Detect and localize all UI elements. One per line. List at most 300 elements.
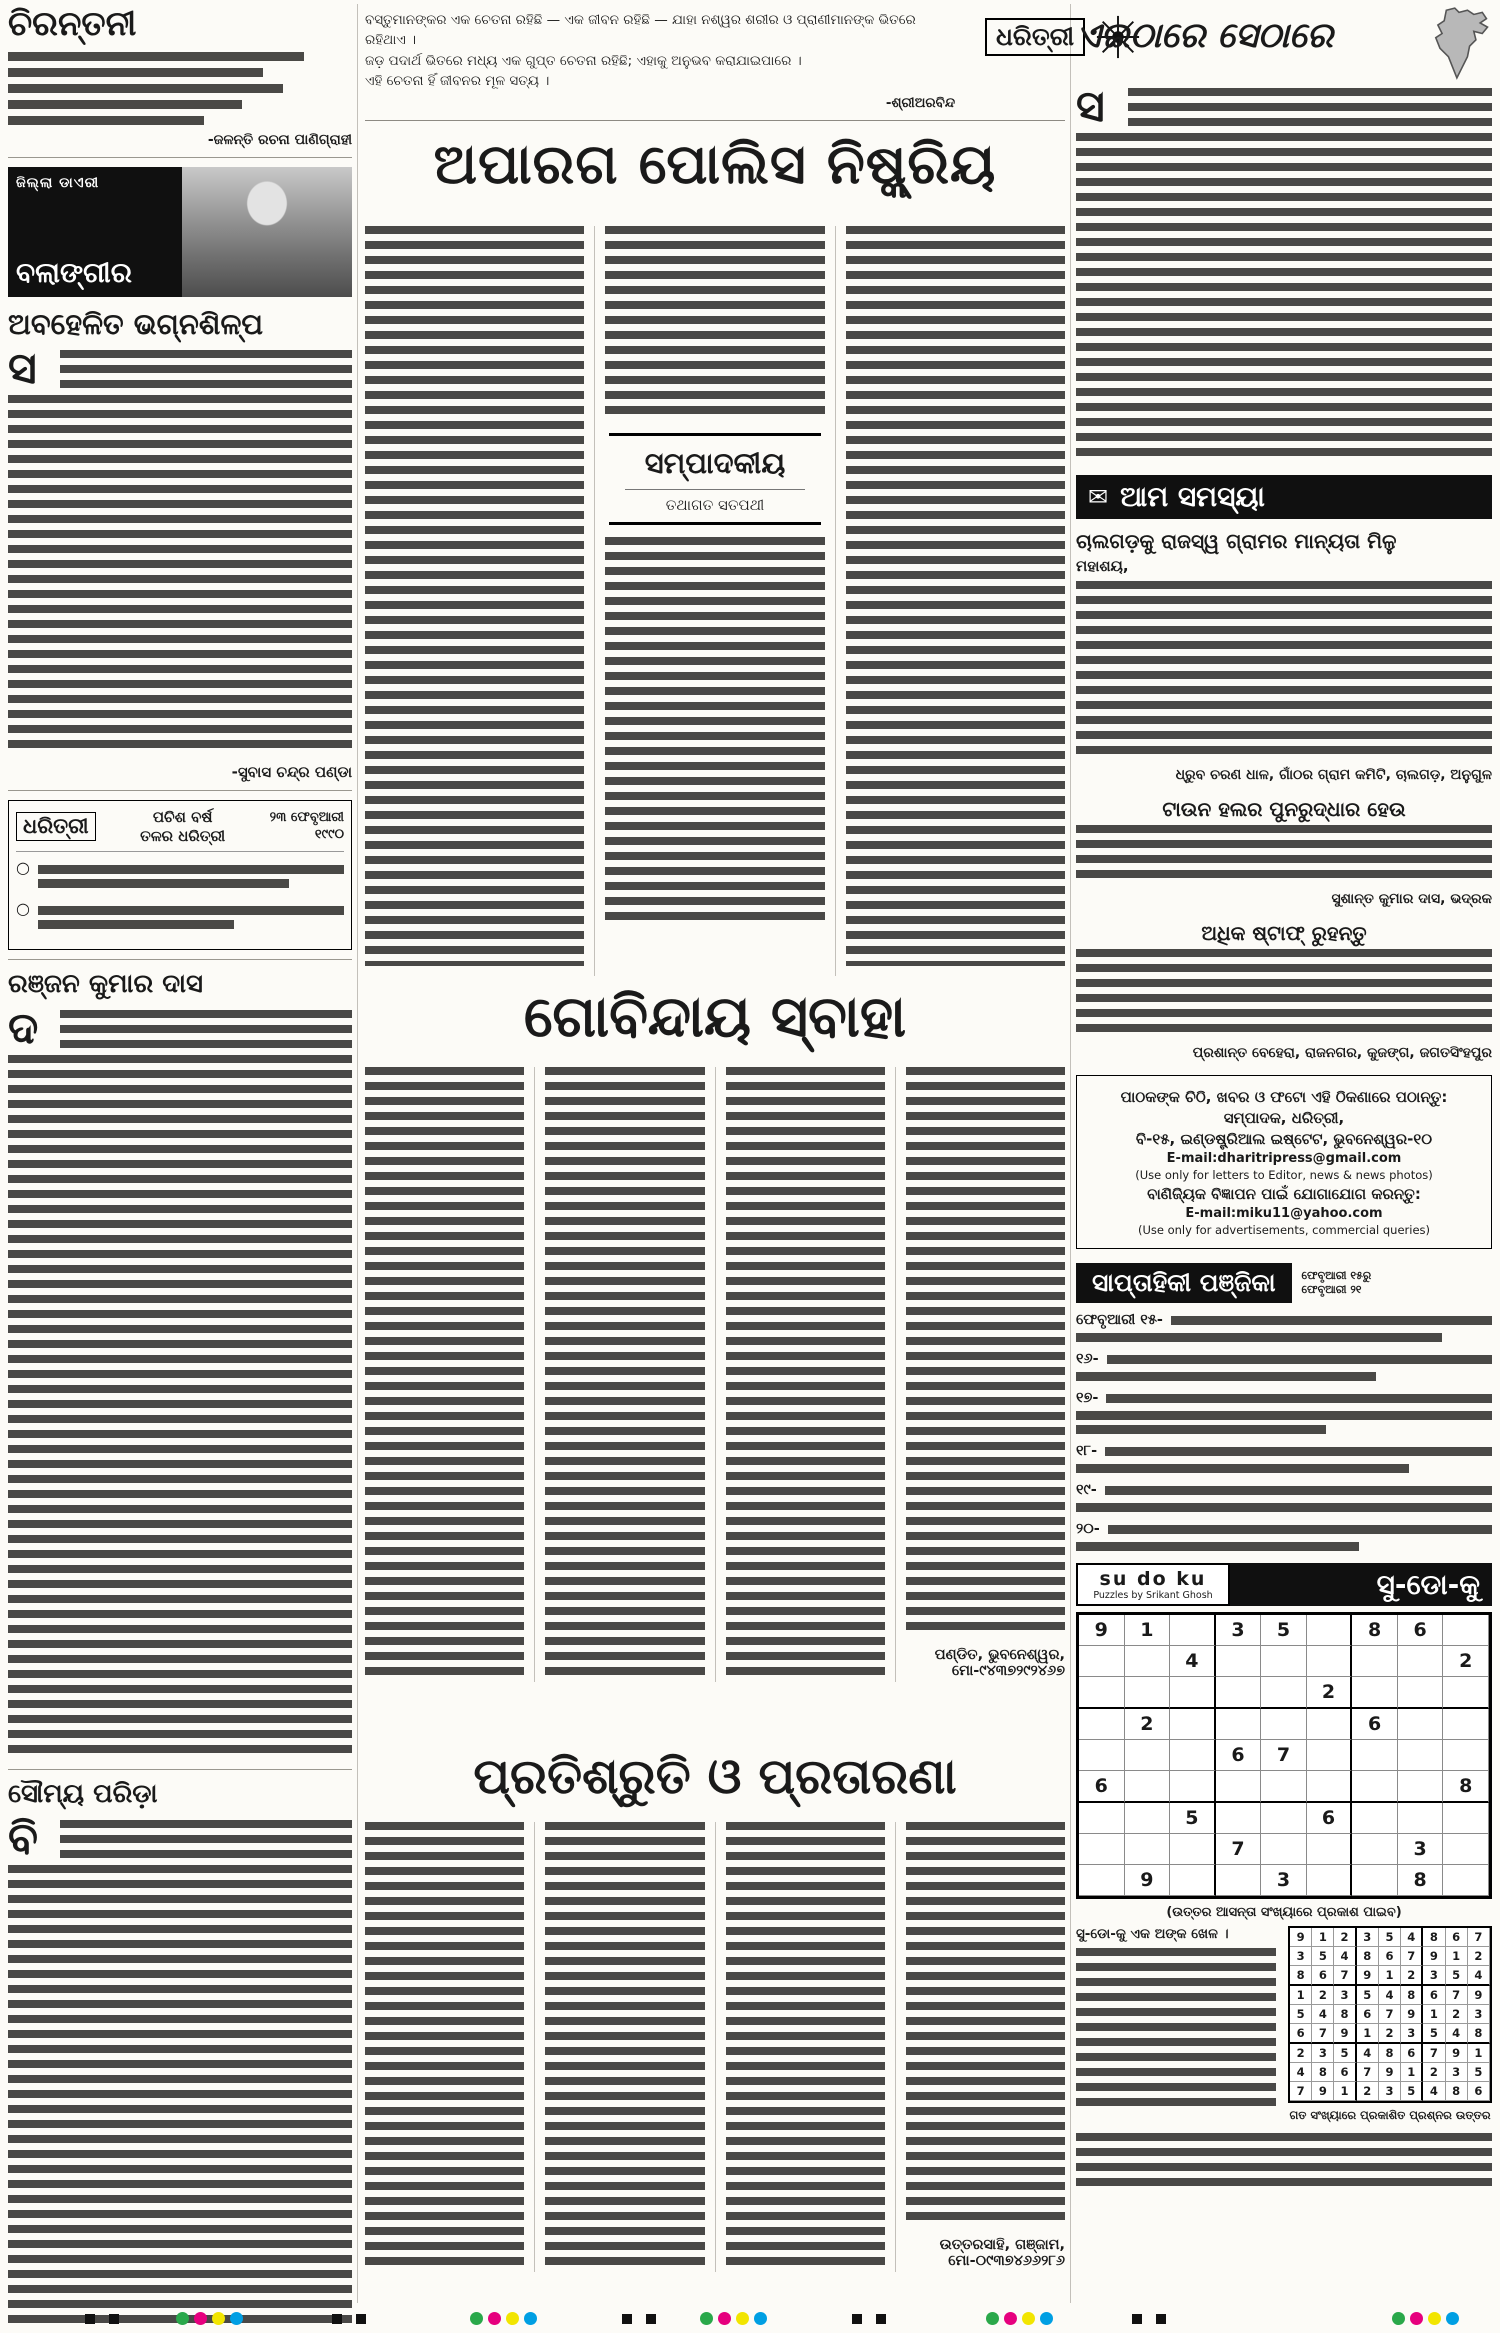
body-text (846, 226, 1065, 966)
almanac-date: ୧୮- (1076, 1443, 1098, 1459)
25-years-date (270, 810, 344, 844)
sudoku-cell (1125, 1803, 1171, 1834)
district-place: ବଲାଙ୍ଗୀର (16, 256, 132, 290)
sudoku-cell: 3 (1312, 2044, 1334, 2063)
govindaya-swaha-article (365, 984, 1065, 1682)
main-headline: ଅପାରଗ ପୋଲିସ ନିଷ୍କ୍ରିୟ (433, 132, 997, 196)
sudoku-cell: 4 (1468, 1966, 1490, 1986)
body-text (8, 68, 263, 77)
sudoku-cell: 3 (1423, 1966, 1445, 1986)
sudoku-cell: 4 (1379, 1986, 1401, 2005)
body-text (1076, 1464, 1409, 1473)
almanac-date-range (1302, 1269, 1372, 1298)
sudoku-cell (1125, 1771, 1171, 1803)
sudoku-cell: 9 (1401, 2005, 1423, 2024)
sudoku-cell: 6 (1423, 1986, 1445, 2005)
quote-line: ବସ୍ତୁମାନଙ୍କର ଏକ ଚେତନା ରହିଛି — ଏକ ଜୀବନ ରହିଛି — ଯାହା ନଶ୍ୱର ଶରୀର ଓ ପ୍ରାଣୀମାନଙ୍କ ଭିତରେ ରହିଥାଏ । (365, 12, 916, 49)
body-text (1108, 1525, 1492, 1534)
sudoku-cell (1307, 1615, 1353, 1646)
editorial-article (365, 226, 1065, 976)
district-diary-box (8, 167, 352, 297)
district-diary-label (8, 167, 182, 297)
body-text (8, 84, 283, 93)
article-signature: ପଣ୍ଡିତ, ଭୁବନେଶ୍ୱର, ମୋ-୯୪୩୭୨୯୨୪୬୭ (934, 1647, 1065, 1679)
article-column (715, 1067, 895, 1682)
sudoku-cell: 5 (1334, 2044, 1356, 2063)
sudoku-cell (1443, 1834, 1489, 1865)
color-registration-dots (986, 2312, 1053, 2325)
letter-item (1076, 797, 1492, 907)
contact-email-ads: E-mail:miku11@yahoo.com (1185, 1206, 1383, 1221)
color-registration-dots (1392, 2312, 1459, 2325)
body-text (1076, 1948, 1276, 2113)
weekly-almanac (1076, 1263, 1492, 1551)
sudoku-logo (1076, 1563, 1230, 1606)
district-article-body (8, 343, 352, 755)
contact-line: ବାଣିଜ୍ୟିକ ବିଜ୍ଞାପନ ପାଇଁ ଯୋଗାଯୋଗ କରନ୍ତୁ: (1147, 1185, 1421, 1203)
body-text (1076, 949, 1492, 1039)
body-text (1105, 1447, 1492, 1456)
sudoku-cell: 8 (1423, 1928, 1445, 1947)
archive-item-text (38, 901, 344, 934)
date-line-1: ୨୩ ଫେବୃଆରୀ (269, 809, 344, 825)
almanac-title: ସାପ୍ତାହିକୀ ପଞ୍ଜିକା (1076, 1263, 1292, 1303)
sudoku-cell: 8 (1401, 1986, 1423, 2005)
sudoku-cell (1125, 1677, 1171, 1709)
pratisruti-article (365, 1748, 1065, 2272)
sudoku-cell (1352, 1803, 1398, 1834)
sudoku-cell: 7 (1261, 1740, 1307, 1771)
editorial-column-2 (594, 226, 834, 976)
body-text (605, 537, 824, 927)
sudoku-cell: 5 (1468, 2063, 1490, 2082)
sudoku-cell: 9 (1312, 2082, 1334, 2101)
body-text (906, 1067, 1065, 1637)
right-column (1076, 6, 1492, 2326)
masthead-divider (365, 120, 1065, 121)
sudoku-logo-text: su do ku (1099, 1568, 1207, 1590)
registration-marks (0, 2311, 1500, 2329)
sudoku-cell: 3 (1334, 1986, 1356, 2005)
archive-item-text (38, 860, 344, 893)
india-map-icon (1426, 6, 1492, 80)
editorial-column-3 (835, 226, 1065, 976)
sudoku-cell (1261, 1771, 1307, 1803)
sudoku-cell (1261, 1709, 1307, 1740)
article-signature: ଉତ୍ତରସାହି, ଗଞ୍ଜାମ, ମୋ-୦୯୩୭୪୬୬୨୮୬ (939, 2237, 1065, 2269)
color-registration-dots (700, 2312, 767, 2325)
sudoku-cell (1352, 1646, 1398, 1677)
sudoku-cell (1079, 1646, 1125, 1677)
sudoku-cell: 2 (1125, 1709, 1171, 1740)
body-text (906, 1822, 1065, 2227)
sudoku-rules (1076, 1926, 1276, 2123)
sudoku-cell (1352, 1771, 1398, 1803)
sudoku-cell (1170, 1677, 1216, 1709)
sudoku-cell (1216, 1709, 1262, 1740)
sudoku-cell: 6 (1398, 1615, 1444, 1646)
caption-line-2: ତଳର ଧରିତ୍ରୀ (140, 826, 226, 845)
letter-headline: ଟାଉନ ହଲର ପୁନରୁଦ୍ଧାର ହେଉ (1162, 797, 1406, 821)
body-text (1076, 581, 1492, 761)
sudoku-cell: 2 (1443, 1646, 1489, 1677)
body-text (60, 1010, 352, 1055)
letter-item (1076, 921, 1492, 1061)
contact-box (1076, 1075, 1492, 1249)
body-text (8, 1865, 352, 2327)
almanac-entry (1076, 1351, 1492, 1367)
body-text (1076, 1372, 1376, 1381)
section-divider (8, 790, 352, 791)
sudoku-cell: 4 (1334, 1947, 1356, 1966)
sudoku-cell (1079, 1834, 1125, 1865)
sudoku-cell: 5 (1261, 1615, 1307, 1646)
25-years-ago-box (8, 800, 352, 950)
district-article-headline: ଅବହେଳିତ ଭଗ୍ନଶିଳ୍ପ (8, 307, 264, 341)
sudoku-cell (1125, 1646, 1171, 1677)
body-text (365, 1067, 524, 1682)
sudoku-cell (1079, 1803, 1125, 1834)
almanac-date: ୨୦- (1076, 1521, 1100, 1537)
sudoku-cell: 6 (1446, 1928, 1468, 1947)
registration-squares (85, 2314, 119, 2324)
chirantani-section (8, 4, 352, 148)
sudoku-cell: 9 (1468, 1986, 1490, 2005)
sudoku-cell: 2 (1357, 2082, 1379, 2101)
almanac-date: ଫେବୃଆରୀ ୧୫- (1076, 1312, 1163, 1328)
color-registration-dots (176, 2312, 243, 2325)
sudoku-cell: 2 (1290, 2044, 1312, 2063)
sudoku-cell: 6 (1468, 2082, 1490, 2101)
article-column (365, 1067, 534, 1682)
sudoku-lower (1076, 1926, 1492, 2123)
sudoku-cell: 6 (1216, 1740, 1262, 1771)
registration-squares (332, 2314, 366, 2324)
sudoku-cell: 2 (1423, 2063, 1445, 2082)
sudoku-cell: 9 (1357, 1966, 1379, 1986)
body-text (365, 226, 584, 966)
sudoku-cell (1398, 1771, 1444, 1803)
body-text (38, 879, 289, 888)
quote-line: ଏହି ଚେତନା ହିଁ ଜୀବନର ମୂଳ ସତ୍ୟ । (365, 72, 550, 89)
almanac-date: ୧୭- (1076, 1390, 1099, 1406)
sudoku-cell: 5 (1423, 2024, 1445, 2044)
sudoku-cell (1170, 1709, 1216, 1740)
almanac-entry (1076, 1443, 1492, 1459)
sudoku-cell (1307, 1834, 1353, 1865)
body-text (60, 350, 352, 395)
sudoku-cell (1443, 1803, 1489, 1834)
sudoku-cell (1443, 1709, 1489, 1740)
sudoku-cell (1398, 1709, 1444, 1740)
sudoku-cell (1261, 1677, 1307, 1709)
body-text (1076, 2133, 1492, 2193)
contact-line: ସମ୍ପାଦକ, ଧରିତ୍ରୀ, (1223, 1109, 1345, 1127)
sudoku-cell: 6 (1079, 1771, 1125, 1803)
column-body (8, 1002, 352, 1760)
sudoku-cell: 1 (1125, 1615, 1171, 1646)
sudoku-cell (1079, 1865, 1125, 1896)
sudoku-cell: 8 (1290, 1966, 1312, 1986)
sudoku-cell: 5 (1312, 1947, 1334, 1966)
registration-squares (1132, 2314, 1166, 2324)
column-body (8, 1812, 352, 2327)
bullet-ring-icon: ○ (16, 898, 30, 918)
sudoku-cell: 3 (1357, 1928, 1379, 1947)
quote-line: ଜଡ଼ ପଦାର୍ଥ ଭିତରେ ମଧ୍ୟ ଏକ ଗୁପ୍ତ ଚେତନା ରହିଛି; ଏହାକୁ ଅନୁଭବ କରାଯାଇପାରେ । (365, 52, 802, 69)
sudoku-cell: 2 (1401, 1966, 1423, 1986)
bullet-ring-icon: ○ (16, 857, 30, 877)
body-text (1076, 1333, 1442, 1342)
article-column (715, 1822, 895, 2272)
sudoku-cell: 3 (1379, 2082, 1401, 2101)
sudoku-cell: 2 (1312, 1986, 1334, 2005)
contact-note: (Use only for advertisements, commercial queries) (1137, 1223, 1431, 1237)
drop-cap: ସ (8, 343, 37, 394)
sudoku-cell: 7 (1290, 2082, 1312, 2101)
contact-line: ବି-୧୫, ଇଣ୍ଡଷ୍ଟ୍ରିଆଲ ଇଷ୍ଟେଟ, ଭୁବନେଶ୍ୱର-୧୦ (1135, 1130, 1433, 1148)
article-headline: ଗୋବିନ୍ଦାୟ ସ୍ବାହା (523, 984, 907, 1050)
article-column (895, 1822, 1065, 2272)
25-years-header (16, 808, 344, 852)
body-text (1076, 1542, 1359, 1551)
sudoku-cell: 3 (1468, 2005, 1490, 2024)
our-problems-banner (1076, 475, 1492, 519)
article-column (534, 1067, 714, 1682)
sudoku-cell: 5 (1290, 2005, 1312, 2024)
sudoku-cell: 7 (1334, 1966, 1356, 1986)
25-years-caption (104, 808, 262, 846)
sudoku-cell: 6 (1290, 2024, 1312, 2044)
sudoku-cell (1307, 1709, 1353, 1740)
date-line-2: ୧୯୯୦ (314, 826, 344, 842)
archive-item (16, 898, 344, 934)
body-text (1106, 1394, 1492, 1403)
sudoku-cell (1307, 1740, 1353, 1771)
registration-squares (622, 2314, 656, 2324)
sudoku-cell: 4 (1170, 1646, 1216, 1677)
sudoku-cell: 1 (1312, 1928, 1334, 1947)
sudoku-cell: 8 (1312, 2063, 1334, 2082)
color-registration-dots (470, 2312, 537, 2325)
sudoku-cell (1170, 1834, 1216, 1865)
sudoku-cell: 7 (1446, 1986, 1468, 2005)
sudoku-cell: 2 (1379, 2024, 1401, 2044)
letter-salutation: ମହାଶୟ, (1076, 557, 1129, 575)
contact-email-editorial: E-mail:dharitripress@gmail.com (1166, 1151, 1402, 1166)
sudoku-cell: 6 (1357, 2005, 1379, 2024)
sudoku-solution-grid (1288, 1926, 1492, 2103)
column-soumya-parida (8, 1779, 352, 2327)
editorial-label-box (609, 433, 820, 525)
sudoku-cell: 8 (1334, 2005, 1356, 2024)
almanac-date: ୧୬- (1076, 1351, 1099, 1367)
sudoku-cell: 7 (1312, 2024, 1334, 2044)
body-text (8, 116, 204, 125)
sudoku-cell: 4 (1446, 2024, 1468, 2044)
sudoku-cell (1443, 1677, 1489, 1709)
sudoku-cell: 8 (1379, 2044, 1401, 2063)
sudoku-cell: 3 (1290, 1947, 1312, 1966)
sudoku-cell (1261, 1646, 1307, 1677)
sudoku-cell: 7 (1423, 2044, 1445, 2063)
body-text (8, 100, 242, 109)
chirantani-attribution: -ଜଳନ୍ତି ରଚନା ପାଣିଗ୍ରାହୀ (207, 132, 352, 148)
body-text (545, 1067, 704, 1682)
district-article-signature: -ସୁବାସ ଚନ୍ଦ୍ର ପଣ୍ଡା (231, 763, 352, 781)
sudoku-cell (1216, 1803, 1262, 1834)
sudoku-cell (1398, 1803, 1444, 1834)
sudoku-cell: 7 (1216, 1834, 1262, 1865)
sudoku-cell: 2 (1446, 2005, 1468, 2024)
sudoku-cell: 3 (1216, 1615, 1262, 1646)
sudoku-cell: 6 (1334, 2063, 1356, 2082)
body-text (726, 1822, 885, 2272)
sudoku-credit: Puzzles by Srikant Ghosh (1093, 1590, 1213, 1601)
body-text (1076, 825, 1492, 885)
article-columns (365, 1822, 1065, 2272)
sudoku-solution-wrap (1288, 1926, 1492, 2123)
quote-attribution: -ଶ୍ରୀଅରବିନ୍ଦ (885, 95, 955, 111)
left-column (8, 4, 352, 2326)
sudoku-cell: 8 (1446, 2082, 1468, 2101)
sudoku-cell: 7 (1379, 2005, 1401, 2024)
sudoku-cell (1307, 1771, 1353, 1803)
sudoku-cell (1216, 1771, 1262, 1803)
sudoku-cell: 1 (1290, 1986, 1312, 2005)
sudoku-rules-lead: ସୁ-ଡୋ-କୁ ଏକ ଅଙ୍କ ଖେଳ । (1076, 1926, 1229, 1942)
sudoku-puzzle-grid (1076, 1612, 1492, 1899)
sudoku-cell: 9 (1446, 2044, 1468, 2063)
letter-headline: ଅଧିକ ଷ୍ଟାଫ୍ ରୁହନ୍ତୁ (1201, 921, 1367, 945)
sudoku-cell (1398, 1677, 1444, 1709)
drop-cap: ବି (8, 1812, 39, 1864)
body-text (1076, 133, 1492, 463)
masthead-quote (365, 10, 955, 113)
sudoku-cell: 8 (1352, 1615, 1398, 1646)
sudoku-cell: 9 (1079, 1615, 1125, 1646)
our-problems-title: ଆମ ସମସ୍ୟା (1120, 480, 1265, 513)
body-text (365, 1822, 524, 2272)
sudoku-cell: 4 (1290, 2063, 1312, 2082)
sudoku-cell (1398, 1646, 1444, 1677)
sudoku-cell (1352, 1865, 1398, 1896)
sudoku-cell: 5 (1379, 1928, 1401, 1947)
letter-item (1076, 529, 1492, 783)
sudoku-cell (1261, 1834, 1307, 1865)
sudoku-cell (1216, 1646, 1262, 1677)
letter-signature: ଧ୍ରୁବ ଚରଣ ଧାଳ, ଗାଁଠର ଗ୍ରାମ କମିଟି, ଚାଲଗଡ଼, ଅନୁଗୁଳ (1175, 767, 1492, 783)
columnist-name: ସୌମ୍ୟ ପରିଡ଼ା (8, 1778, 158, 1809)
sudoku-cell: 5 (1357, 1986, 1379, 2005)
sudoku-cell: 8 (1357, 1947, 1379, 1966)
here-and-there-body (1076, 81, 1492, 463)
section-divider (8, 959, 352, 960)
sudoku-cell: 2 (1307, 1677, 1353, 1709)
sudoku-cell (1079, 1677, 1125, 1709)
body-text (605, 226, 824, 421)
body-text (1076, 1503, 1492, 1512)
dharitri-logo: ଧରିତ୍ରୀ (985, 18, 1085, 56)
sudoku-cell: 1 (1357, 2024, 1379, 2044)
contact-note: (Use only for letters to Editor, news & news photos) (1135, 1168, 1433, 1182)
here-and-there-title: ଏଇଠାରେ ସେଠାରେ (1076, 16, 1334, 56)
sudoku-cell (1170, 1615, 1216, 1646)
sudoku-cell (1170, 1771, 1216, 1803)
body-text (1105, 1486, 1492, 1495)
sudoku-cell (1125, 1834, 1171, 1865)
columnist-name: ରଞ୍ଜନ କୁମାର ଦାସ (8, 968, 203, 999)
body-text (726, 1067, 885, 1682)
body-text (545, 1822, 704, 2272)
column-rule (357, 4, 358, 2303)
body-text (1107, 1355, 1492, 1364)
sudoku-note: (ଉତ୍ତର ଆସନ୍ତା ସଂଖ୍ୟାରେ ପ୍ରକାଶ ପାଇବ) (1166, 1905, 1402, 1920)
sudoku-cell: 2 (1468, 1947, 1490, 1966)
sudoku-cell: 8 (1398, 1865, 1444, 1896)
body-text (8, 1055, 352, 1760)
column-rule (1070, 4, 1071, 2303)
sudoku-cell (1170, 1865, 1216, 1896)
body-text (1171, 1316, 1492, 1325)
dharitri-logo: ଧରିତ୍ରୀ (16, 812, 96, 841)
article-column (895, 1067, 1065, 1682)
sudoku-cell (1307, 1646, 1353, 1677)
letter-headline: ଚାଲଗଡ଼କୁ ରାଜସ୍ୱ ଗ୍ରାମର ମାନ୍ୟତା ମିଳୁ (1076, 529, 1397, 553)
sudoku-cell: 4 (1357, 2044, 1379, 2063)
sudoku-cell: 1 (1423, 2005, 1445, 2024)
letter-signature: ପ୍ରଶାନ୍ତ ବେହେରା, ରାଜନଗର, କୁଜଙ୍ଗ, ଜଗତସିଂହପୁର (1192, 1045, 1492, 1061)
range-line-2: ଫେବୃଆରୀ ୨୧ (1301, 1283, 1362, 1296)
sudoku-cell (1079, 1740, 1125, 1771)
article-columns (365, 1067, 1065, 1682)
sudoku-cell: 5 (1446, 1966, 1468, 1986)
sudoku-cell: 7 (1401, 1947, 1423, 1966)
sudoku-cell: 8 (1443, 1771, 1489, 1803)
body-text (8, 395, 352, 755)
body-text (1076, 1411, 1492, 1420)
chirantani-title: ଚିରନ୍ତନୀ (8, 4, 137, 44)
sudoku-cell: 7 (1468, 1928, 1490, 1947)
here-and-there-header (1076, 6, 1492, 80)
sudoku-cell: 6 (1401, 2044, 1423, 2063)
section-divider (8, 157, 352, 158)
sudoku-cell: 9 (1334, 2024, 1356, 2044)
body-text (60, 1820, 352, 1865)
sudoku-cell: 4 (1312, 2005, 1334, 2024)
sudoku-section (1076, 1563, 1492, 2193)
sudoku-cell (1352, 1834, 1398, 1865)
sudoku-title: ସୁ-ଡୋ-କୁ (1230, 1563, 1492, 1606)
editorial-byline: ତଥାଗତ ସତପଥୀ (625, 489, 804, 514)
almanac-date: ୧୯- (1076, 1482, 1097, 1498)
sudoku-cell: 4 (1401, 1928, 1423, 1947)
sudoku-cell: 1 (1401, 2063, 1423, 2082)
sudoku-cell: 1 (1379, 1966, 1401, 1986)
sudoku-cell: 1 (1468, 2044, 1490, 2063)
caption-line-1: ପଚିଶ ବର୍ଷ (152, 808, 213, 826)
sudoku-cell: 3 (1261, 1865, 1307, 1896)
sudoku-cell: 1 (1334, 2082, 1356, 2101)
sudoku-cell (1443, 1615, 1489, 1646)
article-column (365, 1822, 534, 2272)
contact-line: ପାଠକଙ୍କ ଚିଠି, ଖବର ଓ ଫଟୋ ଏହି ଠିକଣାରେ ପଠାନ୍ତୁ: (1120, 1088, 1448, 1106)
sudoku-cell (1261, 1803, 1307, 1834)
sudoku-cell (1170, 1740, 1216, 1771)
almanac-entry (1076, 1312, 1492, 1328)
sudoku-cell (1352, 1677, 1398, 1709)
editorial-column-1 (365, 226, 594, 976)
